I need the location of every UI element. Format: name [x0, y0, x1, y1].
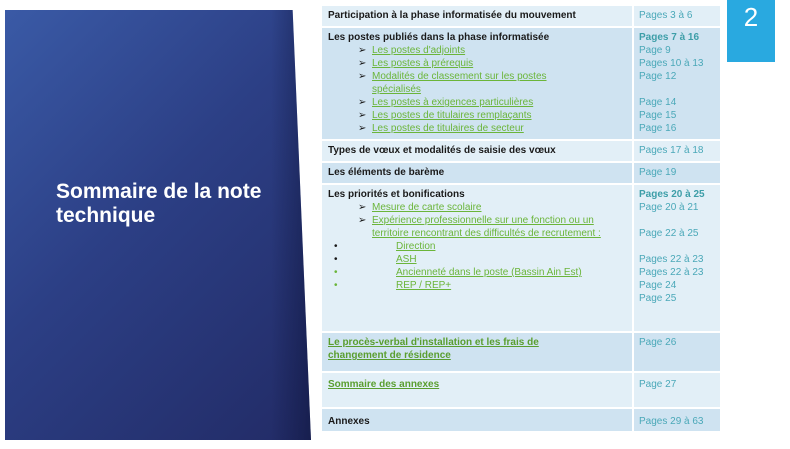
toc-item-pages: Pages 10 à 13 [639, 58, 704, 69]
toc-pages: Page 19 [639, 167, 677, 178]
toc-subitem-link[interactable]: Direction [396, 241, 436, 252]
toc-item-link[interactable]: Modalités de classement sur les postes spécialisés [372, 71, 547, 95]
toc-pages: Pages 29 à 63 [639, 416, 704, 427]
dot-bullet-icon: • [334, 280, 338, 291]
slide-title: Sommaire de la note technique [56, 180, 262, 227]
toc-pages: Page 26 [639, 337, 677, 348]
toc-item-link[interactable]: Les postes d'adjoints [372, 45, 466, 56]
arrow-bullet-icon: ➢ [358, 97, 367, 108]
arrow-bullet-icon: ➢ [358, 123, 367, 134]
toc-item-pages: Page 9 [639, 45, 671, 56]
toc-pages: Pages 3 à 6 [639, 10, 693, 21]
toc-subitem [328, 279, 626, 292]
arrow-bullet-icon: ➢ [358, 58, 367, 69]
toc-heading: Les postes publiés dans la phase informatisée [328, 32, 550, 43]
arrow-bullet-icon: ➢ [358, 71, 367, 82]
toc-heading-link[interactable]: Sommaire des annexes [328, 379, 440, 390]
toc-item [328, 214, 626, 240]
toc-item [328, 70, 626, 96]
toc-pages: Pages 7 à 16 [639, 32, 700, 43]
toc-item-pages: Page 14 [639, 97, 677, 108]
arrow-bullet-icon: ➢ [358, 202, 367, 213]
toc-subitem-pages: Pages 22 à 23 [639, 267, 704, 278]
toc-row [322, 409, 720, 433]
toc-subitem-link[interactable]: REP / REP+ [396, 280, 452, 291]
toc-heading-link[interactable]: Le procès-verbal d'installation et les frais de changement de résidence [328, 337, 539, 361]
toc-item-pages: Page 16 [639, 123, 677, 134]
arrow-bullet-icon: ➢ [358, 110, 367, 121]
dot-bullet-icon: • [334, 254, 338, 265]
toc-item-link[interactable]: Expérience professionnelle sur une fonction ou un territoire rencontrant des difficultés de recrutement : [372, 215, 601, 239]
toc-item-pages: Page 12 [639, 71, 677, 82]
toc-subitem [328, 266, 626, 279]
toc-item [328, 122, 626, 135]
dot-bullet-icon: • [334, 267, 338, 278]
toc-heading: Types de vœux et modalités de saisie des vœux [328, 145, 556, 156]
toc-subitem-pages: Page 24 [639, 280, 677, 291]
dot-bullet-icon: • [334, 241, 338, 252]
toc-subitem-link[interactable]: Ancienneté dans le poste (Bassin Ain Est) [396, 267, 582, 278]
toc-row [322, 163, 720, 185]
toc-subitem-pages: Page 25 [639, 293, 677, 304]
toc-item-pages: Page 22 à 25 [639, 228, 699, 239]
toc-item-pages: Page 15 [639, 110, 677, 121]
toc-row [322, 141, 720, 163]
toc-item [328, 57, 626, 70]
toc-heading: Les éléments de barème [328, 167, 445, 178]
toc-row [322, 28, 720, 141]
toc-subitem-pages: Pages 22 à 23 [639, 254, 704, 265]
toc-heading: Les priorités et bonifications [328, 189, 465, 200]
arrow-bullet-icon: ➢ [358, 45, 367, 56]
toc-item-link[interactable]: Mesure de carte scolaire [372, 202, 482, 213]
toc-item [328, 96, 626, 109]
toc-item-link[interactable]: Les postes de titulaires de secteur [372, 123, 524, 134]
toc-pages: Page 27 [639, 379, 677, 390]
table-of-contents [322, 6, 720, 433]
toc-pages: Pages 17 à 18 [639, 145, 704, 156]
toc-row [322, 6, 720, 28]
toc-row [322, 185, 720, 333]
toc-row [322, 333, 720, 373]
toc-item-pages: Page 20 à 21 [639, 202, 699, 213]
toc-subitem [328, 253, 626, 266]
toc-heading: Participation à la phase informatisée du mouvement [328, 10, 576, 21]
toc-subitem [328, 240, 626, 253]
toc-item-link[interactable]: Les postes de titulaires remplaçants [372, 110, 532, 121]
toc-subitem-link[interactable]: ASH [396, 254, 417, 265]
toc-heading: Annexes [328, 416, 370, 427]
toc-item [328, 44, 626, 57]
toc-item-link[interactable]: Les postes à exigences particulières [372, 97, 534, 108]
toc-row [322, 373, 720, 409]
slide-number: 2 [727, 0, 775, 62]
toc-item-link[interactable]: Les postes à prérequis [372, 58, 474, 69]
toc-item [328, 109, 626, 122]
toc-item [328, 201, 626, 214]
arrow-bullet-icon: ➢ [358, 215, 367, 226]
toc-pages: Pages 20 à 25 [639, 189, 705, 200]
